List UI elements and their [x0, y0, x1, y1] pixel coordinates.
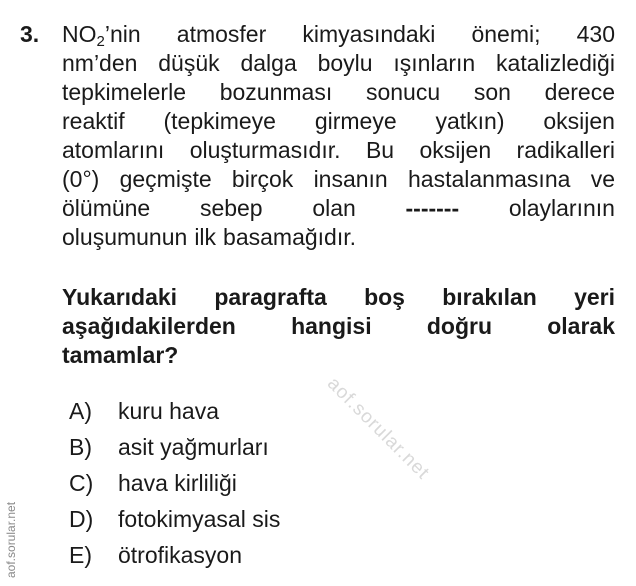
stem-word: $NO_2’nin$ [62, 21, 141, 50]
blank-marker: ------- [405, 195, 460, 221]
stem-word: oksijen [543, 108, 615, 134]
prompt-word: hangisi [291, 313, 372, 339]
stem-word: olan [312, 195, 356, 221]
stem-line [62, 107, 615, 136]
stem-word: ışınların [393, 50, 476, 76]
question-number: 3. [20, 21, 40, 47]
stem-word: hastalanmasına [408, 166, 571, 192]
prompt-word: aşağıdakilerden [62, 313, 236, 339]
stem-word: sebep [199, 195, 263, 221]
stem-word: ve [590, 166, 615, 192]
stem-word: derece [544, 79, 615, 105]
stem-word: önemi; [471, 21, 541, 47]
stem-word: atomlarını [62, 137, 165, 163]
option-text: ötrofikasyon [118, 542, 243, 568]
prompt-word: Yukarıdaki [62, 284, 178, 310]
stem-word: birçok [231, 166, 294, 192]
prompt-word: olarak [547, 313, 615, 339]
option-letter: D) [69, 506, 94, 532]
stem-word: (tepkimeye [163, 108, 276, 134]
prompt-word: bırakılan [442, 284, 537, 310]
stem-word: oksijen [419, 137, 492, 163]
question-stem [62, 20, 615, 252]
stem-word: (0°) [62, 166, 100, 192]
answer-options [69, 393, 280, 573]
stem-word: insanın [313, 166, 388, 192]
stem-word: basamağıdır. [223, 224, 357, 250]
stem-word: kimyasındaki [302, 21, 436, 47]
option-letter: C) [69, 470, 94, 496]
option-letter: E) [69, 542, 92, 568]
prompt-line [62, 283, 615, 312]
stem-line [62, 136, 615, 165]
prompt-word: paragrafta [214, 284, 327, 310]
option-letter: B) [69, 434, 92, 460]
stem-line [62, 78, 615, 107]
stem-word: radikalleri [516, 137, 615, 163]
question-prompt [62, 283, 615, 370]
stem-line [62, 49, 615, 78]
side-watermark: aof.sorular.net [4, 501, 18, 578]
option-text: kuru hava [118, 398, 220, 424]
stem-word: yatkın) [435, 108, 505, 134]
prompt-word: doğru [426, 313, 492, 339]
option-b[interactable] [69, 429, 280, 465]
stem-word: atmosfer [176, 21, 267, 47]
option-a[interactable] [69, 393, 280, 429]
stem-word: dalga [240, 50, 297, 76]
prompt-line [62, 341, 615, 370]
stem-line [62, 165, 615, 194]
stem-line [62, 194, 615, 223]
stem-word: tepkimelerle [62, 79, 186, 105]
stem-word: Bu [365, 137, 395, 163]
stem-word: sonucu [365, 79, 441, 105]
diagonal-watermark: aof.sorular.net [322, 373, 434, 484]
prompt-word: yeri [574, 284, 615, 310]
option-text: asit yağmurları [118, 434, 269, 460]
stem-line [62, 223, 615, 252]
stem-word: bozunması [219, 79, 333, 105]
stem-word: son [473, 79, 511, 105]
prompt-line [62, 312, 615, 341]
option-letter: A) [69, 398, 92, 424]
stem-word: geçmişte [119, 166, 212, 192]
stem-word: boylu [317, 50, 373, 76]
stem-word: girmeye [314, 108, 397, 134]
option-text: fotokimyasal sis [118, 506, 281, 532]
option-e[interactable] [69, 537, 280, 573]
stem-word: oluşturmasıdır. [189, 137, 341, 163]
option-d[interactable] [69, 501, 280, 537]
stem-word: olaylarının [508, 195, 615, 221]
stem-word: nm’den [62, 50, 138, 76]
stem-word: ölümüne [62, 195, 151, 221]
stem-word: 430 [576, 21, 615, 47]
option-c[interactable] [69, 465, 280, 501]
stem-word: katalizlediği [496, 50, 615, 76]
stem-word: düşük [158, 50, 220, 76]
stem-word: oluşumunun [62, 224, 188, 250]
stem-word: ilk [194, 224, 217, 250]
prompt-word: tamamlar? [62, 342, 179, 368]
prompt-word: boş [364, 284, 405, 310]
stem-line [62, 20, 615, 49]
stem-word: reaktif [62, 108, 125, 134]
option-text: hava kirliliği [118, 470, 237, 496]
